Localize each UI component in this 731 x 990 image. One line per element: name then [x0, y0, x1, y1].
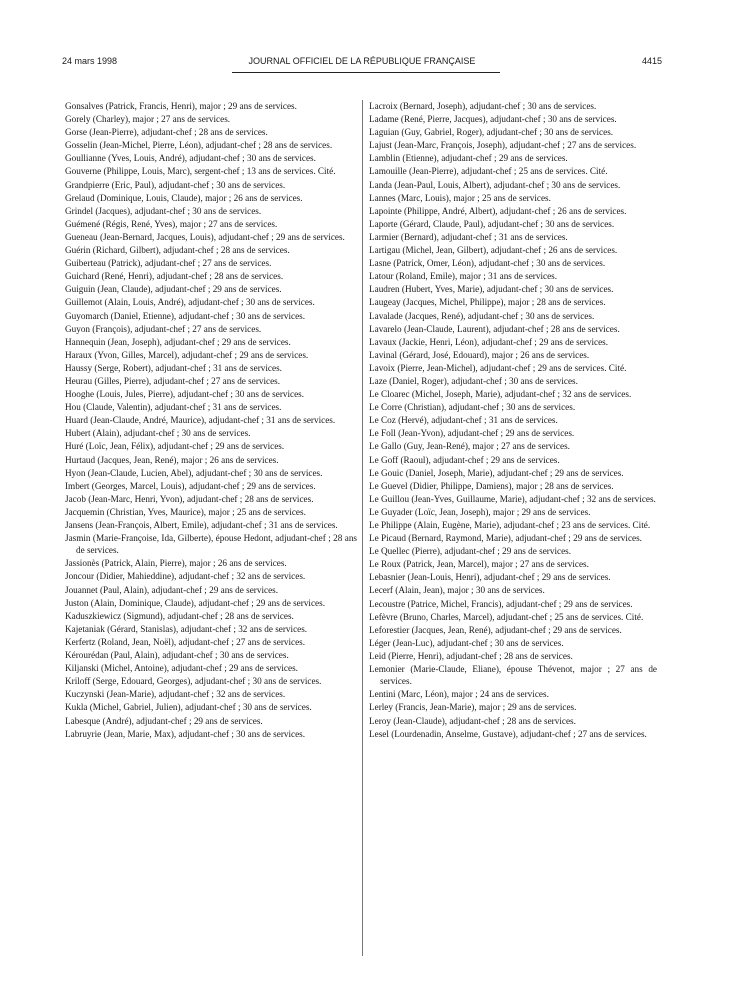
- list-item: Laguian (Guy, Gabriel, Roger), adjudant-chef ; 30 ans de services.: [369, 127, 614, 138]
- list-item: Grandpierre (Eric, Paul), adjudant-chef ; 30 ans de services.: [65, 179, 286, 190]
- list-item: Imbert (Georges, Marcel, Louis), adjudant-chef ; 29 ans de services.: [65, 480, 316, 491]
- list-item: Gorely (Charley), major ; 27 ans de services.: [65, 114, 231, 125]
- list-item: Lavarelo (Jean-Claude, Laurent), adjudant-chef ; 28 ans de services.: [369, 323, 620, 334]
- list-item: Lamouille (Jean-Pierre), adjudant-chef ; 25 ans de services. Cité.: [369, 166, 608, 177]
- list-item: Guyomarch (Daniel, Etienne), adjudant-chef ; 30 ans de services.: [65, 310, 306, 321]
- list-item: Guyon (François), adjudant-chef ; 27 ans de services.: [65, 323, 262, 334]
- list-item: Gorse (Jean-Pierre), adjudant-chef ; 28 ans de services.: [65, 127, 268, 138]
- list-item: Jansens (Jean-François, Albert, Emile), adjudant-chef ; 31 ans de services.: [65, 520, 338, 530]
- list-item: Kajetaniak (Gérard, Stanislas), adjudant-chef ; 32 ans de services.: [65, 623, 308, 634]
- header-rule: [232, 72, 500, 73]
- list-item: Laze (Daniel, Roger), adjudant-chef ; 30 ans de services.: [369, 375, 578, 386]
- list-item: Le Coz (Hervé), adjudant-chef ; 31 ans de services.: [369, 415, 558, 426]
- right-column: [369, 100, 657, 741]
- list-item: Hyon (Jean-Claude, Lucien, Abel), adjudant-chef ; 30 ans de services.: [65, 467, 323, 478]
- list-item: Gonsalves (Patrick, Francis, Henri), major ; 29 ans de services.: [65, 101, 297, 111]
- list-item: Lesel (Lourdenadin, Anselme, Gustave), adjudant-chef ; 27 ans de services.: [369, 728, 647, 739]
- list-item: Le Cloarec (Michel, Joseph, Marie), adjudant-chef ; 32 ans de services.: [369, 389, 632, 400]
- list-item: Lebasnier (Jean-Louis, Henri), adjudant-chef ; 29 ans de services.: [369, 572, 611, 583]
- list-item: Lavinal (Gérard, José, Edouard), major ; 26 ans de services.: [369, 349, 590, 360]
- list-item: Lerley (Francis, Jean-Marie), major ; 29 ans de services.: [369, 702, 577, 713]
- page-header: [62, 56, 662, 70]
- list-item: Latour (Roland, Emile), major ; 31 ans de services.: [369, 271, 558, 282]
- list-item: Grelaud (Dominique, Louis, Claude), major ; 26 ans de services.: [65, 192, 303, 203]
- header-date: 24 mars 1998: [62, 56, 118, 66]
- list-item: Hou (Claude, Valentin), adjudant-chef ; 31 ans de services.: [65, 402, 282, 413]
- page-number: 4415: [641, 56, 662, 66]
- list-item: Lapointe (Philippe, André, Albert), adjudant-chef ; 26 ans de services.: [369, 205, 627, 216]
- list-item: Labesque (André), adjudant-chef ; 29 ans de services.: [65, 715, 263, 726]
- list-item: Lemonier (Marie-Claude, Eliane), épouse Thévenot, major ; 27 ans de services.: [369, 664, 657, 687]
- list-item: Le Gallo (Guy, Jean-René), major ; 27 ans de services.: [369, 441, 570, 452]
- list-item: Lavalade (Jacques, René), adjudant-chef ; 30 ans de services.: [369, 310, 595, 321]
- list-item: Hannequin (Jean, Joseph), adjudant-chef ; 29 ans de services.: [65, 336, 291, 347]
- list-item: Jacquemin (Christian, Yves, Maurice), major ; 25 ans de services.: [65, 506, 306, 517]
- list-item: Jassionès (Patrick, Alain, Pierre), major ; 26 ans de services.: [65, 558, 287, 569]
- list-item: Le Quellec (Pierre), adjudant-chef ; 29 ans de services.: [369, 546, 572, 557]
- list-item: Gosselin (Jean-Michel, Pierre, Léon), adjudant-chef ; 28 ans de services.: [65, 140, 333, 151]
- list-item: Le Roux (Patrick, Jean, Marcel), major ; 27 ans de services.: [369, 559, 589, 570]
- list-item: Kaduszkiewicz (Sigmund), adjudant-chef ; 28 ans de services.: [65, 610, 294, 621]
- list-item: Guémené (Régis, René, Yves), major ; 27 ans de services.: [65, 218, 278, 229]
- list-item: Lecoustre (Patrice, Michel, Francis), adjudant-chef ; 29 ans de services.: [369, 598, 633, 609]
- list-item: Huré (Loïc, Jean, Félix), adjudant-chef ; 29 ans de services.: [65, 441, 285, 452]
- list-item: Lentini (Marc, Léon), major ; 24 ans de services.: [369, 689, 549, 700]
- list-item: Kukla (Michel, Gabriel, Julien), adjudant-chef ; 30 ans de services.: [65, 702, 312, 713]
- list-item: Goullianne (Yves, Louis, André), adjudant-chef ; 30 ans de services.: [65, 153, 316, 164]
- list-item: Larmier (Bernard), adjudant-chef ; 31 ans de services.: [369, 231, 568, 242]
- list-item: Leforestier (Jacques, Jean, René), adjudant-chef ; 29 ans de services.: [369, 624, 622, 635]
- list-item: Hubert (Alain), adjudant-chef ; 30 ans de services.: [65, 428, 251, 439]
- list-item: Kuczynski (Jean-Marie), adjudant-chef ; 32 ans de services.: [65, 689, 286, 700]
- list-item: Guiguin (Jean, Claude), adjudant-chef ; 29 ans de services.: [65, 284, 282, 295]
- list-item: Jacob (Jean-Marc, Henri, Yvon), adjudant-chef ; 28 ans de services.: [65, 493, 314, 504]
- list-item: Lavoix (Pierre, Jean-Michel), adjudant-chef ; 29 ans de services. Cité.: [369, 362, 627, 373]
- list-item: Juston (Alain, Dominique, Claude), adjudant-chef ; 29 ans de services.: [65, 597, 325, 608]
- list-item: Lacroix (Bernard, Joseph), adjudant-chef ; 30 ans de services.: [369, 101, 597, 111]
- list-item: Le Foll (Jean-Yvon), adjudant-chef ; 29 ans de services.: [369, 428, 575, 439]
- list-item: Laugeay (Jacques, Michel, Philippe), major ; 28 ans de services.: [369, 297, 606, 308]
- list-item: Lavaux (Jackie, Henri, Léon), adjudant-chef ; 29 ans de services.: [369, 336, 609, 347]
- list-item: Lecerf (Alain, Jean), major ; 30 ans de services.: [369, 585, 545, 596]
- list-item: Guichard (René, Henri), adjudant-chef ; 28 ans de services.: [65, 271, 284, 282]
- left-column: [65, 100, 357, 741]
- column-divider: [362, 100, 363, 956]
- list-item: Landa (Jean-Paul, Louis, Albert), adjudant-chef ; 30 ans de services.: [369, 179, 621, 190]
- list-item: Gueneau (Jean-Bernard, Jacques, Louis), adjudant-chef ; 29 ans de services.: [65, 231, 345, 242]
- list-item: Guillemot (Alain, Louis, André), adjudant-chef ; 30 ans de services.: [65, 297, 315, 308]
- list-item: Léger (Jean-Luc), adjudant-chef ; 30 ans de services.: [369, 637, 564, 648]
- list-item: Laudren (Hubert, Yves, Marie), adjudant-chef ; 30 ans de services.: [369, 284, 614, 295]
- list-item: Lefèvre (Bruno, Charles, Marcel), adjudant-chef ; 25 ans de services. Cité.: [369, 611, 644, 622]
- list-item: Kiljanski (Michel, Antoine), adjudant-chef ; 29 ans de services.: [65, 663, 298, 674]
- list-item: Haussy (Serge, Robert), adjudant-chef ; 31 ans de services.: [65, 362, 282, 373]
- list-item: Huard (Jean-Claude, André, Maurice), adjudant-chef ; 31 ans de services.: [65, 415, 336, 426]
- journal-title: JOURNAL OFFICIEL DE LA RÉPUBLIQUE FRANÇAISE: [248, 56, 476, 66]
- list-item: Le Guyader (Loïc, Jean, Joseph), major ; 29 ans de services.: [369, 506, 591, 517]
- list-item: Labruyrie (Jean, Marie, Max), adjudant-chef ; 30 ans de services.: [65, 728, 306, 739]
- list-item: Joncour (Didier, Mahieddine), adjudant-chef ; 32 ans de services.: [65, 571, 306, 582]
- list-item: Gouverne (Philippe, Louis, Marc), sergent-chef ; 13 ans de services. Cité.: [65, 166, 336, 177]
- list-item: Hurtaud (Jacques, Jean, René), major ; 26 ans de services.: [65, 454, 279, 465]
- list-item: Laporte (Gérard, Claude, Paul), adjudant-chef ; 30 ans de services.: [369, 218, 615, 229]
- list-item: Kerfertz (Roland, Jean, Noël), adjudant-chef ; 27 ans de services.: [65, 636, 306, 647]
- list-item: Lamblin (Etienne), adjudant-chef ; 29 ans de services.: [369, 153, 568, 164]
- list-item: Le Philippe (Alain, Eugène, Marie), adjudant-chef ; 23 ans de services. Cité.: [369, 520, 651, 530]
- list-item: Kérourédan (Paul, Alain), adjudant-chef ; 30 ans de services.: [65, 650, 289, 661]
- list-item: Le Goff (Raoul), adjudant-chef ; 29 ans de services.: [369, 454, 560, 465]
- list-item: Lartigau (Michel, Jean, Gilbert), adjudant-chef ; 26 ans de services.: [369, 245, 618, 256]
- list-item: Le Corre (Christian), adjudant-chef ; 30 ans de services.: [369, 402, 576, 413]
- list-item: Ladame (René, Pierre, Jacques), adjudant-chef ; 30 ans de services.: [369, 114, 617, 125]
- list-item: Le Gouic (Daniel, Joseph, Marie), adjudant-chef ; 29 ans de services.: [369, 467, 624, 478]
- list-item: Leid (Pierre, Henri), adjudant-chef ; 28 ans de services.: [369, 650, 573, 661]
- list-item: Grindel (Jacques), adjudant-chef ; 30 ans de services.: [65, 205, 262, 216]
- list-item: Leroy (Jean-Claude), adjudant-chef ; 28 ans de services.: [369, 715, 576, 726]
- list-item: Hooghe (Louis, Jules, Pierre), adjudant-chef ; 30 ans de services.: [65, 389, 305, 400]
- list-item: Lajust (Jean-Marc, François, Joseph), adjudant-chef ; 27 ans de services.: [369, 140, 637, 151]
- list-item: Heurau (Gilles, Pierre), adjudant-chef ; 27 ans de services.: [65, 375, 281, 386]
- list-item: Le Guillou (Jean-Yves, Guillaume, Marie), adjudant-chef ; 32 ans de services.: [369, 493, 656, 504]
- list-item: Guiberteau (Patrick), adjudant-chef ; 27 ans de services.: [65, 258, 272, 269]
- list-item: Jouannet (Paul, Alain), adjudant-chef ; 29 ans de services.: [65, 584, 279, 595]
- list-item: Guérin (Richard, Gilbert), adjudant-chef ; 28 ans de services.: [65, 245, 290, 256]
- list-item: Haraux (Yvon, Gilles, Marcel), adjudant-chef ; 29 ans de services.: [65, 349, 309, 360]
- list-item: Jasmin (Marie-Françoise, Ida, Gilberte), épouse Hedont, adjudant-chef ; 28 ans de services.: [65, 533, 357, 556]
- list-item: Lannes (Marc, Louis), major ; 25 ans de services.: [369, 192, 551, 203]
- list-item: Kriloff (Serge, Edouard, Georges), adjudant-chef ; 30 ans de services.: [65, 676, 322, 687]
- list-item: Le Picaud (Bernard, Raymond, Marie), adjudant-chef ; 29 ans de services.: [369, 533, 642, 544]
- list-item: Le Guevel (Didier, Philippe, Damiens), major ; 28 ans de services.: [369, 480, 614, 491]
- list-item: Lasne (Patrick, Omer, Léon), adjudant-chef ; 30 ans de services.: [369, 258, 606, 269]
